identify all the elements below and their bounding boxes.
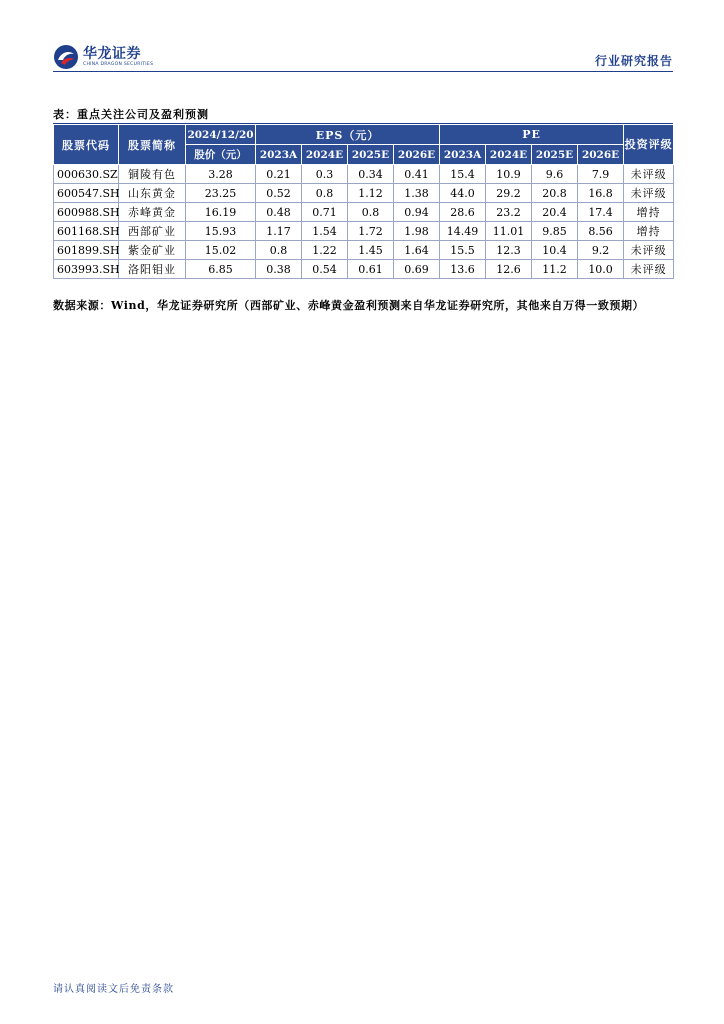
table-caption: 表：重点关注公司及盈利预测 [53, 108, 209, 121]
pe-cell: 17.4 [578, 203, 624, 222]
eps-cell: 1.22 [302, 241, 348, 260]
header-pe-year: 2024E [486, 145, 532, 165]
table-row [54, 260, 674, 279]
rating-cell: 增持 [624, 203, 674, 222]
rating-cell: 增持 [624, 222, 674, 241]
header-eps-year: 2023A [256, 145, 302, 165]
header-eps: EPS（元） [256, 125, 440, 145]
stock-code-cell: 600547.SH [54, 184, 119, 203]
table-row [54, 241, 674, 260]
eps-cell: 1.38 [394, 184, 440, 203]
eps-cell: 1.54 [302, 222, 348, 241]
pe-cell: 12.3 [486, 241, 532, 260]
pe-cell: 9.6 [532, 165, 578, 184]
dragon-logo-icon [53, 44, 79, 70]
pe-cell: 23.2 [486, 203, 532, 222]
pe-cell: 44.0 [440, 184, 486, 203]
eps-cell: 0.48 [256, 203, 302, 222]
pe-cell: 15.4 [440, 165, 486, 184]
eps-cell: 0.21 [256, 165, 302, 184]
header-stock-code: 股票代码 [54, 125, 119, 165]
table-body [54, 165, 674, 279]
pe-cell: 14.49 [440, 222, 486, 241]
price-cell: 3.28 [186, 165, 256, 184]
stock-name-cell: 铜陵有色 [119, 165, 186, 184]
eps-cell: 0.54 [302, 260, 348, 279]
rating-cell: 未评级 [624, 165, 674, 184]
header-price: 股价（元） [186, 145, 256, 165]
pe-cell: 9.2 [578, 241, 624, 260]
page-header [53, 42, 673, 72]
header-eps-year: 2026E [394, 145, 440, 165]
data-source-note: 数据来源：Wind，华龙证券研究所（西部矿业、赤峰黄金盈利预测来自华龙证券研究所，其他来自万得一致预期） [53, 299, 645, 312]
header-pe-year: 2026E [578, 145, 624, 165]
logo-english-name: CHINA DRAGON SECURITIES [83, 61, 154, 67]
stock-code-cell: 600988.SH [54, 203, 119, 222]
eps-cell: 0.38 [256, 260, 302, 279]
eps-cell: 0.8 [302, 184, 348, 203]
header-rating: 投资评级 [624, 125, 674, 165]
company-logo [53, 44, 153, 70]
rating-cell: 未评级 [624, 241, 674, 260]
pe-cell: 8.56 [578, 222, 624, 241]
header-stock-name: 股票简称 [119, 125, 186, 165]
pe-cell: 16.8 [578, 184, 624, 203]
eps-cell: 0.69 [394, 260, 440, 279]
footer-disclaimer: 请认真阅读文后免责条款 [53, 984, 174, 995]
pe-cell: 12.6 [486, 260, 532, 279]
eps-cell: 0.71 [302, 203, 348, 222]
table-row [54, 203, 674, 222]
pe-cell: 15.5 [440, 241, 486, 260]
pe-cell: 7.9 [578, 165, 624, 184]
rating-cell: 未评级 [624, 184, 674, 203]
pe-cell: 10.0 [578, 260, 624, 279]
logo-chinese-name: 华龙证券 [83, 45, 141, 62]
stock-name-cell: 赤峰黄金 [119, 203, 186, 222]
stock-code-cell: 601168.SH [54, 222, 119, 241]
rating-cell: 未评级 [624, 260, 674, 279]
table-row [54, 165, 674, 184]
report-type-label: 行业研究报告 [594, 54, 673, 68]
price-cell: 15.93 [186, 222, 256, 241]
pe-cell: 20.4 [532, 203, 578, 222]
header-divider [53, 71, 673, 72]
pe-cell: 29.2 [486, 184, 532, 203]
pe-cell: 28.6 [440, 203, 486, 222]
stock-name-cell: 紫金矿业 [119, 241, 186, 260]
pe-cell: 9.85 [532, 222, 578, 241]
earnings-forecast-table [53, 124, 674, 279]
eps-cell: 1.17 [256, 222, 302, 241]
table-row [54, 184, 674, 203]
table-row [54, 222, 674, 241]
stock-code-cell: 603993.SH [54, 260, 119, 279]
pe-cell: 10.9 [486, 165, 532, 184]
pe-cell: 13.6 [440, 260, 486, 279]
stock-name-cell: 西部矿业 [119, 222, 186, 241]
header-pe: PE [440, 125, 624, 145]
eps-cell: 0.52 [256, 184, 302, 203]
price-cell: 23.25 [186, 184, 256, 203]
stock-code-cell: 601899.SH [54, 241, 119, 260]
header-pe-year: 2025E [532, 145, 578, 165]
pe-cell: 10.4 [532, 241, 578, 260]
stock-name-cell: 山东黄金 [119, 184, 186, 203]
stock-code-cell: 000630.SZ [54, 165, 119, 184]
pe-cell: 11.01 [486, 222, 532, 241]
stock-name-cell: 洛阳钼业 [119, 260, 186, 279]
eps-cell: 0.8 [256, 241, 302, 260]
eps-cell: 0.41 [394, 165, 440, 184]
eps-cell: 0.8 [348, 203, 394, 222]
eps-cell: 1.12 [348, 184, 394, 203]
price-cell: 15.02 [186, 241, 256, 260]
header-price-date: 2024/12/20 [186, 125, 256, 145]
eps-cell: 0.61 [348, 260, 394, 279]
pe-cell: 20.8 [532, 184, 578, 203]
eps-cell: 0.3 [302, 165, 348, 184]
header-eps-year: 2025E [348, 145, 394, 165]
eps-cell: 1.98 [394, 222, 440, 241]
price-cell: 16.19 [186, 203, 256, 222]
eps-cell: 1.64 [394, 241, 440, 260]
eps-cell: 1.45 [348, 241, 394, 260]
eps-cell: 0.94 [394, 203, 440, 222]
eps-cell: 0.34 [348, 165, 394, 184]
price-cell: 6.85 [186, 260, 256, 279]
header-eps-year: 2024E [302, 145, 348, 165]
eps-cell: 1.72 [348, 222, 394, 241]
header-pe-year: 2023A [440, 145, 486, 165]
pe-cell: 11.2 [532, 260, 578, 279]
